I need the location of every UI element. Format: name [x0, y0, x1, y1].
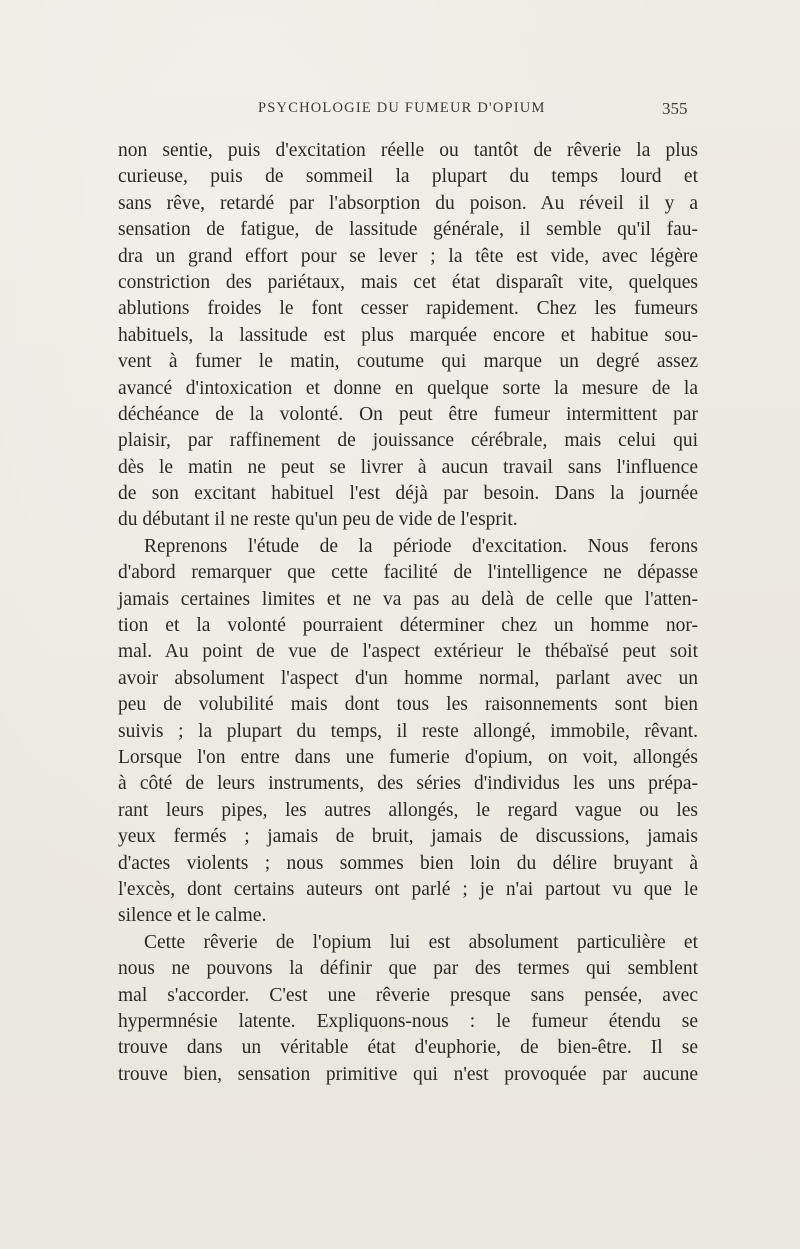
- text-line: suivis ; la plupart du temps, il reste allongé, immobile, rêvant.: [118, 720, 698, 742]
- text-line: du débutant il ne reste qu'un peu de vide de l'esprit.: [118, 509, 518, 531]
- text-line: mal s'accorder. C'est une rêverie presque sans pensée, avec: [118, 984, 698, 1006]
- running-title: PSYCHOLOGIE DU FUMEUR D'OPIUM: [258, 100, 546, 116]
- text-line: yeux fermés ; jamais de bruit, jamais de discussions, jamais: [118, 826, 698, 848]
- text-line: l'excès, dont certains auteurs ont parlé ; je n'ai partout vu que le: [118, 878, 698, 900]
- text-line: d'abord remarquer que cette facilité de l'intelligence ne dépasse: [118, 562, 698, 584]
- text-line: non sentie, puis d'excitation réelle ou tantôt de rêverie la plus: [118, 140, 698, 161]
- text-line: Cette rêverie de l'opium lui est absolument particulière et: [144, 931, 698, 953]
- text-line: peu de volubilité mais dont tous les raisonnements sont bien: [118, 694, 698, 716]
- text-line: plaisir, par raffinement de jouissance cérébrale, mais celui qui: [118, 430, 698, 452]
- text-line: sans rêve, retardé par l'absorption du poison. Au réveil il y a: [118, 192, 698, 214]
- text-line: d'actes violents ; nous sommes bien loin du délire bruyant à: [118, 852, 698, 874]
- page-number: 355: [662, 99, 688, 118]
- text-line: dra un grand effort pour se lever ; la tête est vide, avec légère: [118, 245, 698, 267]
- text-line: rant leurs pipes, les autres allongés, le regard vague ou les: [118, 799, 698, 821]
- text-line: à côté de leurs instruments, des séries d'individus les uns prépa-: [118, 773, 698, 795]
- text-line: Reprenons l'étude de la période d'excitation. Nous ferons: [144, 535, 698, 557]
- text-line: trouve bien, sensation primitive qui n'est provoquée par aucune: [118, 1063, 698, 1085]
- text-line: tion et la volonté pourraient déterminer chez un homme nor-: [118, 615, 698, 637]
- text-line: curieuse, puis de sommeil la plupart du temps lourd et: [118, 166, 698, 188]
- text-line: constriction des pariétaux, mais cet état disparaît vite, quelques: [118, 271, 698, 293]
- text-line: de son excitant habituel l'est déjà par besoin. Dans la journée: [118, 483, 698, 505]
- text-line: mal. Au point de vue de l'aspect extérieur le thébaïsé peut soit: [118, 641, 698, 663]
- text-line: ablutions froides le font cesser rapidement. Chez les fumeurs: [118, 298, 698, 320]
- text-line: silence et le calme.: [118, 905, 267, 927]
- body-text: [118, 138, 698, 1088]
- text-line: vent à fumer le matin, coutume qui marque un degré assez: [118, 351, 698, 373]
- text-line: sensation de fatigue, de lassitude générale, il semble qu'il fau-: [118, 219, 698, 241]
- text-line: déchéance de la volonté. On peut être fumeur intermittent par: [118, 403, 698, 425]
- text-line: dès le matin ne peut se livrer à aucun travail sans l'influence: [118, 456, 698, 478]
- text-line: nous ne pouvons la définir que par des termes qui semblent: [118, 958, 698, 980]
- text-line: habituels, la lassitude est plus marquée encore et habitue sou-: [118, 324, 698, 346]
- text-line: hypermnésie latente. Expliquons-nous : le fumeur étendu se: [118, 1010, 698, 1032]
- text-line: trouve dans un véritable état d'euphorie, de bien-être. Il se: [118, 1037, 698, 1059]
- text-line: avancé d'intoxication et donne en quelque sorte la mesure de la: [118, 377, 698, 399]
- text-line: avoir absolument l'aspect d'un homme normal, parlant avec un: [118, 667, 698, 689]
- text-line: Lorsque l'on entre dans une fumerie d'opium, on voit, allongés: [118, 746, 698, 768]
- text-line: jamais certaines limites et ne va pas au delà de celle que l'atten-: [118, 588, 698, 610]
